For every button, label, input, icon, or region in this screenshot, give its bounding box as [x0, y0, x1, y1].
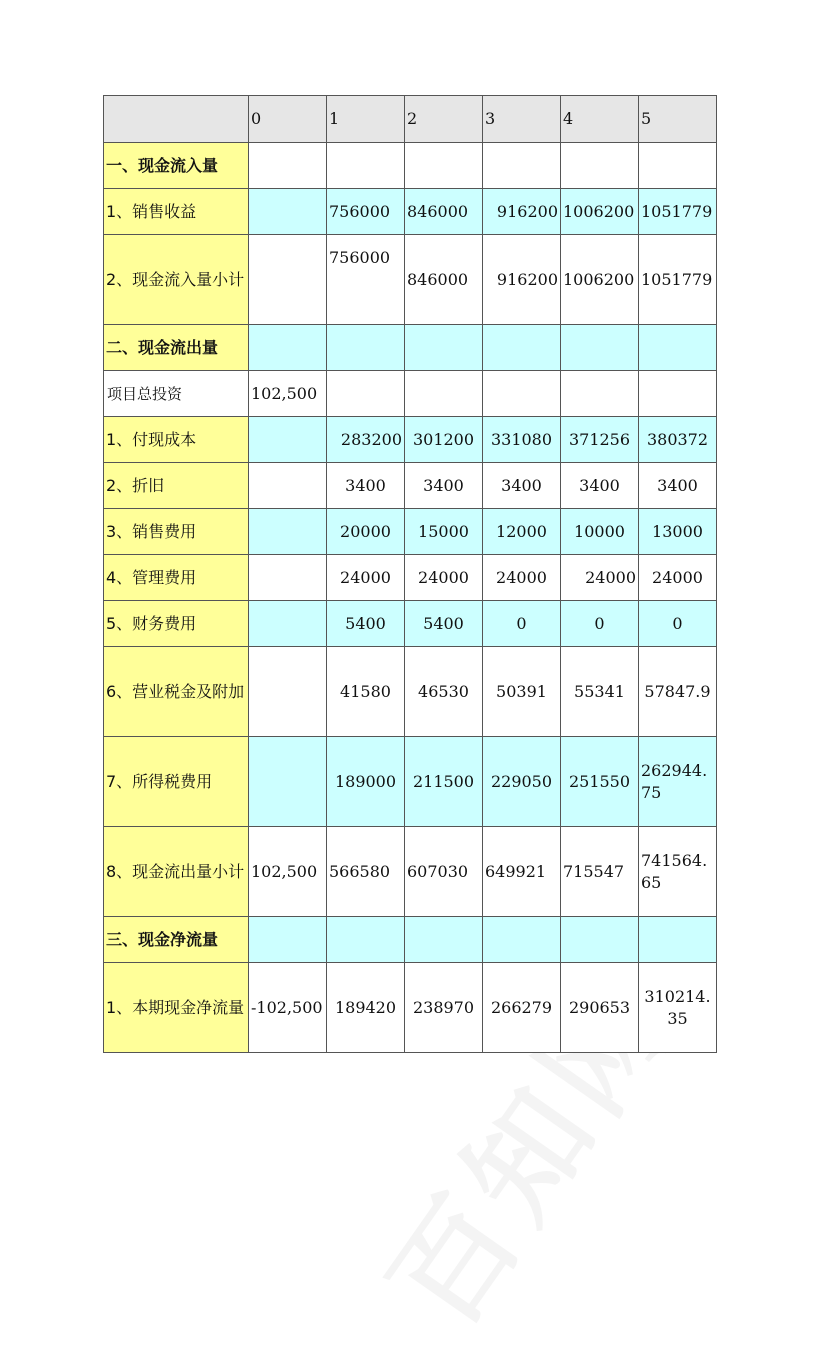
- table-row: [104, 737, 717, 827]
- table-row: [104, 417, 717, 463]
- table-cell: 238970: [405, 963, 483, 1053]
- table-row: [104, 463, 717, 509]
- table-cell: [249, 417, 327, 463]
- table-cell: [249, 737, 327, 827]
- table-cell: [483, 917, 561, 963]
- table-cell: 301200: [405, 417, 483, 463]
- section-title-outflow: 二、现金流出量: [104, 325, 249, 371]
- table-cell: 283200: [327, 417, 405, 463]
- table-cell: 846000: [405, 189, 483, 235]
- row-label: 4、管理费用: [104, 555, 249, 601]
- table-cell: [249, 189, 327, 235]
- table-cell: 10000: [561, 509, 639, 555]
- table-cell: [483, 325, 561, 371]
- table-row: [104, 509, 717, 555]
- table-cell: [405, 143, 483, 189]
- table-cell: [639, 371, 717, 417]
- table-cell: 24000: [639, 555, 717, 601]
- table-cell: 20000: [327, 509, 405, 555]
- period-header: 5: [639, 96, 717, 143]
- table-cell: 290653: [561, 963, 639, 1053]
- table-cell: [249, 325, 327, 371]
- table-cell: [249, 647, 327, 737]
- table-row: [104, 917, 717, 963]
- table-cell: [327, 371, 405, 417]
- row-label: 7、所得税费用: [104, 737, 249, 827]
- table-cell: 916200: [483, 235, 561, 325]
- table-cell: 741564.65: [639, 827, 717, 917]
- table-cell: 371256: [561, 417, 639, 463]
- table-cell: 266279: [483, 963, 561, 1053]
- section-title-inflow: 一、现金流入量: [104, 143, 249, 189]
- table-cell: 55341: [561, 647, 639, 737]
- table-cell: 24000: [561, 555, 639, 601]
- table-row: [104, 555, 717, 601]
- table-cell: 916200: [483, 189, 561, 235]
- table-cell: 607030: [405, 827, 483, 917]
- table-cell: 262944.75: [639, 737, 717, 827]
- table-cell: [249, 917, 327, 963]
- table-cell: [405, 371, 483, 417]
- table-cell: 846000: [405, 235, 483, 325]
- table-cell: 0: [639, 601, 717, 647]
- table-row: [104, 647, 717, 737]
- table-cell: [249, 509, 327, 555]
- table-cell: [249, 601, 327, 647]
- table-cell: [249, 143, 327, 189]
- table-cell: 3400: [561, 463, 639, 509]
- table-row: [104, 601, 717, 647]
- table-cell: 46530: [405, 647, 483, 737]
- table-cell: 15000: [405, 509, 483, 555]
- table-cell: [483, 143, 561, 189]
- table-cell: [561, 143, 639, 189]
- table-cell: 5400: [327, 601, 405, 647]
- table-row: [104, 143, 717, 189]
- table-cell: [249, 555, 327, 601]
- table-cell: [639, 917, 717, 963]
- header-corner-cell: [104, 96, 249, 143]
- row-label: 3、销售费用: [104, 509, 249, 555]
- table-cell: 331080: [483, 417, 561, 463]
- table-cell: 24000: [483, 555, 561, 601]
- table-cell: 1051779: [639, 235, 717, 325]
- header-row: [104, 96, 717, 143]
- period-header: 0: [249, 96, 327, 143]
- row-label: 5、财务费用: [104, 601, 249, 647]
- table-row: [104, 371, 717, 417]
- table-cell: 1051779: [639, 189, 717, 235]
- table-cell: 1006200: [561, 189, 639, 235]
- row-label: 2、现金流入量小计: [104, 235, 249, 325]
- table-cell: 566580: [327, 827, 405, 917]
- table-cell: 3400: [483, 463, 561, 509]
- table-cell: 211500: [405, 737, 483, 827]
- table-cell: 3400: [327, 463, 405, 509]
- row-label: 2、折旧: [104, 463, 249, 509]
- row-label: 1、本期现金净流量: [104, 963, 249, 1053]
- section-title-net: 三、现金净流量: [104, 917, 249, 963]
- table-cell: 41580: [327, 647, 405, 737]
- table-cell: 1006200: [561, 235, 639, 325]
- table-cell: 756000: [327, 235, 405, 325]
- table-cell: 24000: [327, 555, 405, 601]
- row-label: 1、付现成本: [104, 417, 249, 463]
- table-cell: 50391: [483, 647, 561, 737]
- table-cell: 0: [561, 601, 639, 647]
- period-header: 1: [327, 96, 405, 143]
- table-cell: [561, 917, 639, 963]
- table-cell: 229050: [483, 737, 561, 827]
- period-header: 2: [405, 96, 483, 143]
- table-row: [104, 325, 717, 371]
- table-cell: 0: [483, 601, 561, 647]
- row-label: 8、现金流出量小计: [104, 827, 249, 917]
- table-cell: [249, 463, 327, 509]
- row-label: 1、销售收益: [104, 189, 249, 235]
- table-cell: 649921: [483, 827, 561, 917]
- table-cell: 13000: [639, 509, 717, 555]
- table-cell: [561, 325, 639, 371]
- row-label: 项目总投资: [104, 371, 249, 417]
- table-cell: 189000: [327, 737, 405, 827]
- period-header: 4: [561, 96, 639, 143]
- table-cell: 310214.35: [639, 963, 717, 1053]
- table-cell: [561, 371, 639, 417]
- table-cell: 189420: [327, 963, 405, 1053]
- table-cell: [483, 371, 561, 417]
- table-cell: 102,500: [249, 827, 327, 917]
- table-row: [104, 827, 717, 917]
- table-cell: 3400: [405, 463, 483, 509]
- table-cell: 380372: [639, 417, 717, 463]
- table-cell: 12000: [483, 509, 561, 555]
- table-cell: 3400: [639, 463, 717, 509]
- table-row: [104, 235, 717, 325]
- table-row: [104, 189, 717, 235]
- table-row: [104, 963, 717, 1053]
- table-cell: [639, 325, 717, 371]
- cash-flow-table: [103, 95, 717, 1053]
- table-cell: [249, 235, 327, 325]
- table-cell: [639, 143, 717, 189]
- table-cell: 715547: [561, 827, 639, 917]
- table-cell: 24000: [405, 555, 483, 601]
- table-cell: [327, 917, 405, 963]
- table-cell: -102,500: [249, 963, 327, 1053]
- table-cell: 756000: [327, 189, 405, 235]
- table-cell: 5400: [405, 601, 483, 647]
- table-cell: 251550: [561, 737, 639, 827]
- row-label: 6、营业税金及附加: [104, 647, 249, 737]
- table-cell: [327, 143, 405, 189]
- table-cell: 102,500: [249, 371, 327, 417]
- table-cell: [327, 325, 405, 371]
- table-cell: [405, 917, 483, 963]
- table-cell: 57847.9: [639, 647, 717, 737]
- period-header: 3: [483, 96, 561, 143]
- table-cell: [405, 325, 483, 371]
